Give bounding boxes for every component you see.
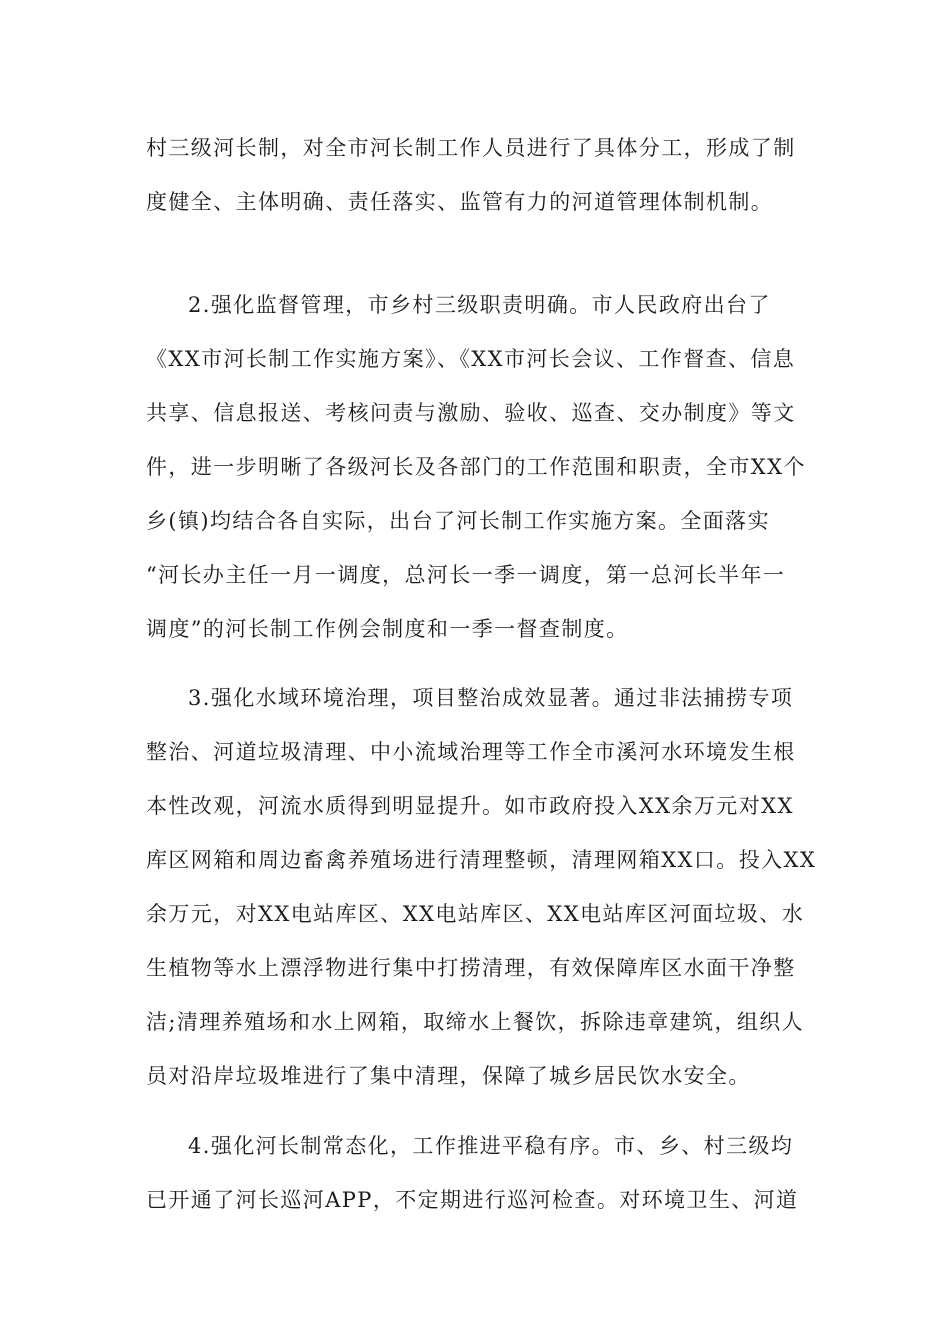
paragraph-3-line-4: 库区网箱和周边畜禽养殖场进行清理整顿，清理网箱XX口。投入XX [146, 848, 817, 872]
paragraph-3-line-7: 洁;清理养殖场和水上网箱，取缔水上餐饮，拆除违章建筑，组织人 [146, 1010, 805, 1034]
paragraph-2-line-7: 调度”的河长制工作例会制度和一季一督查制度。 [146, 617, 629, 641]
paragraph-2-line-5: 乡(镇)均结合各自实际，出台了河长制工作实施方案。全面落实 [146, 509, 770, 533]
paragraph-3-line-5: 余万元，对XX电站库区、XX电站库区、XX电站库区河面垃圾、水 [146, 902, 805, 926]
paragraph-2-line-2: 《XX市河长制工作实施方案》、《XX市河长会议、工作督查、信息 [146, 347, 796, 371]
paragraph-3-line-3: 本性改观，河流水质得到明显提升。如市政府投入XX余万元对XX [146, 794, 794, 818]
paragraph-4-line-1: 4.强化河长制常态化，工作推进平稳有序。市、乡、村三级均 [188, 1134, 794, 1158]
paragraph-1-line-1: 村三级河长制，对全市河长制工作人员进行了具体分工，形成了制 [146, 136, 796, 160]
paragraph-4-line-2: 已开通了河长巡河APP，不定期进行巡河检查。对环境卫生、河道 [146, 1188, 799, 1212]
paragraph-3-line-8: 员对沿岸垃圾堆进行了集中清理，保障了城乡居民饮水安全。 [146, 1064, 751, 1088]
paragraph-2-line-1: 2.强化监督管理，市乡村三级职责明确。市人民政府出台了 [188, 293, 771, 317]
paragraph-1-line-2: 度健全、主体明确、责任落实、监管有力的河道管理体制机制。 [146, 190, 774, 214]
paragraph-2-line-3: 共享、信息报送、考核问责与激励、验收、巡查、交办制度》等文 [146, 401, 796, 425]
paragraph-3-line-1: 3.强化水域环境治理，项目整治成效显著。通过非法捕捞专项 [188, 686, 794, 710]
paragraph-3-line-2: 整治、河道垃圾清理、中小流域治理等工作全市溪河水环境发生根 [146, 740, 796, 764]
paragraph-2-line-6: “河长办主任一月一调度，总河长一季一调度，第一总河长半年一 [146, 563, 786, 587]
paragraph-3-line-6: 生植物等水上漂浮物进行集中打捞清理，有效保障库区水面干净整 [146, 956, 796, 980]
paragraph-2-line-4: 件，进一步明晰了各级河长及各部门的工作范围和职责，全市XX个 [146, 455, 806, 479]
